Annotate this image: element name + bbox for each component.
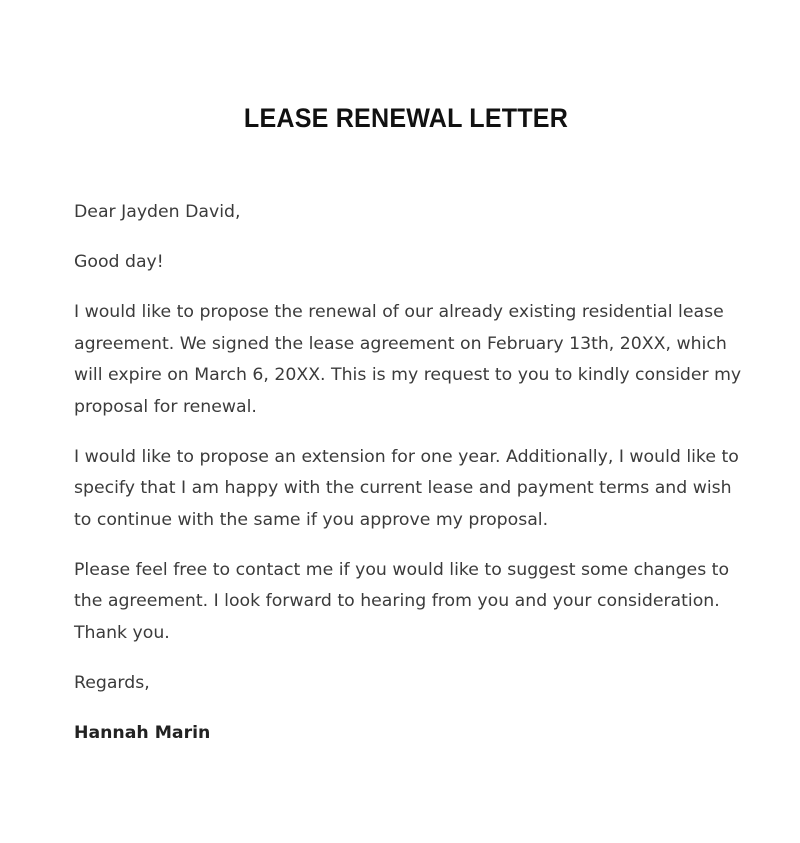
signer-name: Hannah Marin <box>74 722 211 743</box>
paragraph-proposal: I would like to propose the renewal of our already existing residential lease agreement. We signed the lease agreement on February 13th, 20XX, which will expire on March 6, 20XX. This is my request to you to kindly consider my proposal for renewal. <box>74 302 742 417</box>
letter-body <box>74 197 744 768</box>
paragraph-extension: I would like to propose an extension for one year. Additionally, I would like to specify that I am happy with the current lease and payment terms and wish to continue with the same if you approve my proposal. <box>74 446 739 530</box>
paragraph-contact: Please feel free to contact me if you would like to suggest some changes to the agreement. I look forward to hearing from you and your consideration. Thank you. <box>74 559 730 643</box>
greeting: Good day! <box>74 252 164 272</box>
letter-title: LEASE RENEWAL LETTER <box>243 103 569 133</box>
closing: Regards, <box>74 672 150 693</box>
salutation: Dear Jayden David, <box>74 202 241 222</box>
